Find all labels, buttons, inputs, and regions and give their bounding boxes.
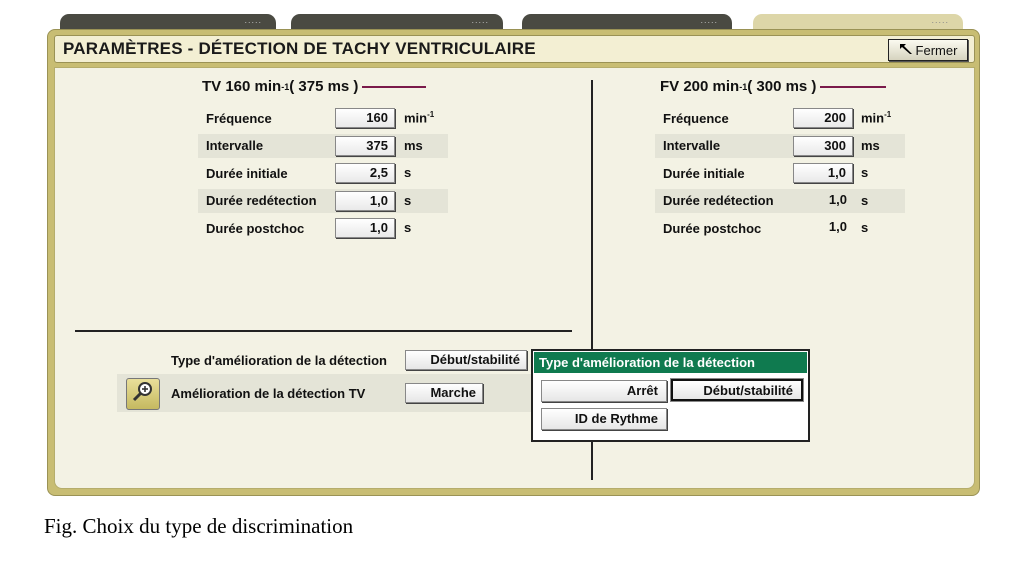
enhancement-type-button[interactable]: Début/stabilité	[405, 350, 527, 370]
tv-enhancement-button[interactable]: Marche	[405, 383, 483, 403]
tv-param-unit-text: s	[404, 220, 412, 235]
popup-option-arret[interactable]: Arrêt	[541, 380, 667, 402]
tv-param-label: Durée postchoc	[206, 220, 305, 236]
tab-1[interactable]: .....	[60, 14, 276, 32]
fv-param-unit-text: s	[861, 220, 869, 235]
fv-param-label: Durée redétection	[663, 193, 774, 208]
popup-title: Type d'amélioration de la détection	[534, 352, 807, 373]
tab-2[interactable]: .....	[291, 14, 503, 32]
fv-param-row	[655, 134, 905, 158]
magnifier-plus-icon	[131, 380, 155, 409]
fv-param-unit	[861, 220, 868, 235]
tv-param-value[interactable]: 1,0	[335, 191, 395, 211]
tv-param-unit	[404, 220, 411, 235]
fv-heading-line	[820, 86, 886, 88]
tab-strip	[55, 14, 965, 30]
tv-param-unit-text: s	[404, 192, 412, 208]
fv-param-label: Intervalle	[663, 138, 721, 153]
window-title: PARAMÈTRES - DÉTECTION DE TACHY VENTRICULAIRE	[63, 39, 536, 58]
tv-heading-suffix: ( 375 ms )	[289, 78, 359, 95]
tab-4-active[interactable]: .....	[753, 14, 963, 32]
fv-param-row	[655, 106, 905, 130]
tv-param-label: Durée redétection	[206, 193, 317, 208]
tv-param-unit-text: ms	[404, 137, 423, 153]
enhancement-divider	[75, 330, 572, 332]
fv-param-unit-sup: -1	[884, 110, 892, 119]
fv-param-unit	[861, 110, 891, 125]
fv-param-label: Fréquence	[663, 110, 729, 126]
content-panel	[54, 67, 975, 489]
arrow-up-left-icon	[899, 43, 913, 57]
tv-param-row	[198, 106, 448, 130]
tv-param-label: Intervalle	[206, 138, 264, 153]
tv-param-unit-text: min	[404, 110, 428, 126]
tv-param-unit-sup: -1	[427, 110, 435, 119]
tv-param-label: Durée initiale	[206, 165, 288, 181]
fv-param-unit-text: ms	[861, 137, 880, 153]
tv-param-label: Fréquence	[206, 110, 272, 126]
fv-heading-sup: -1	[739, 81, 748, 92]
fv-zone-heading	[660, 78, 886, 95]
tv-enhancement-detail-button[interactable]	[126, 378, 160, 410]
tv-param-row	[198, 189, 448, 213]
fv-param-value[interactable]: 1,0	[793, 163, 853, 183]
enhancement-type-popup	[531, 349, 810, 442]
close-button[interactable]	[888, 39, 968, 61]
close-button-label: Fermer	[915, 42, 958, 58]
tv-enhancement-label: Amélioration de la détection TV	[171, 386, 366, 401]
title-bar	[54, 35, 975, 63]
tv-param-value[interactable]: 375	[335, 136, 395, 156]
enhancement-type-label: Type d'amélioration de la détection	[171, 353, 387, 368]
tv-param-row	[198, 134, 448, 158]
fv-param-unit	[861, 165, 868, 180]
fv-param-unit	[861, 193, 868, 208]
fv-param-value: 1,0	[828, 219, 847, 234]
fv-param-value: 1,0	[828, 191, 847, 207]
popup-option-debut-stabilite[interactable]: Début/stabilité	[671, 379, 803, 401]
tv-heading-prefix: TV 160 min	[202, 78, 282, 95]
tv-param-unit	[404, 165, 411, 180]
popup-option-id-rythme[interactable]: ID de Rythme	[541, 408, 667, 430]
tv-param-unit	[404, 138, 423, 153]
tv-heading-line	[362, 86, 426, 88]
settings-window	[47, 29, 980, 496]
fv-param-label: Durée initiale	[663, 165, 745, 181]
fv-param-row	[655, 161, 905, 185]
fv-param-unit-text: min	[861, 110, 885, 126]
fv-param-row	[655, 216, 905, 240]
fv-param-value[interactable]: 200	[793, 108, 853, 128]
fv-param-unit-text: s	[861, 165, 869, 180]
fv-param-label: Durée postchoc	[663, 220, 762, 236]
tv-zone-heading	[202, 78, 426, 95]
fv-heading-prefix: FV 200 min	[660, 78, 740, 95]
tv-heading-sup: -1	[281, 81, 290, 92]
tv-param-value[interactable]: 1,0	[335, 218, 395, 238]
fv-param-value[interactable]: 300	[793, 136, 853, 156]
fv-heading-suffix: ( 300 ms )	[747, 78, 817, 95]
tv-param-row	[198, 161, 448, 185]
fv-param-unit	[861, 138, 880, 153]
tv-param-unit	[404, 193, 411, 208]
tv-param-value[interactable]: 2,5	[335, 163, 395, 183]
tv-param-value[interactable]: 160	[335, 108, 395, 128]
figure-caption: Fig. Choix du type de discrimination	[44, 514, 354, 538]
tab-3[interactable]: .....	[522, 14, 732, 32]
tv-param-unit	[404, 110, 434, 125]
fv-param-unit-text: s	[861, 192, 869, 208]
tv-param-row	[198, 216, 448, 240]
fv-param-row	[655, 189, 905, 213]
tv-param-unit-text: s	[404, 165, 412, 180]
